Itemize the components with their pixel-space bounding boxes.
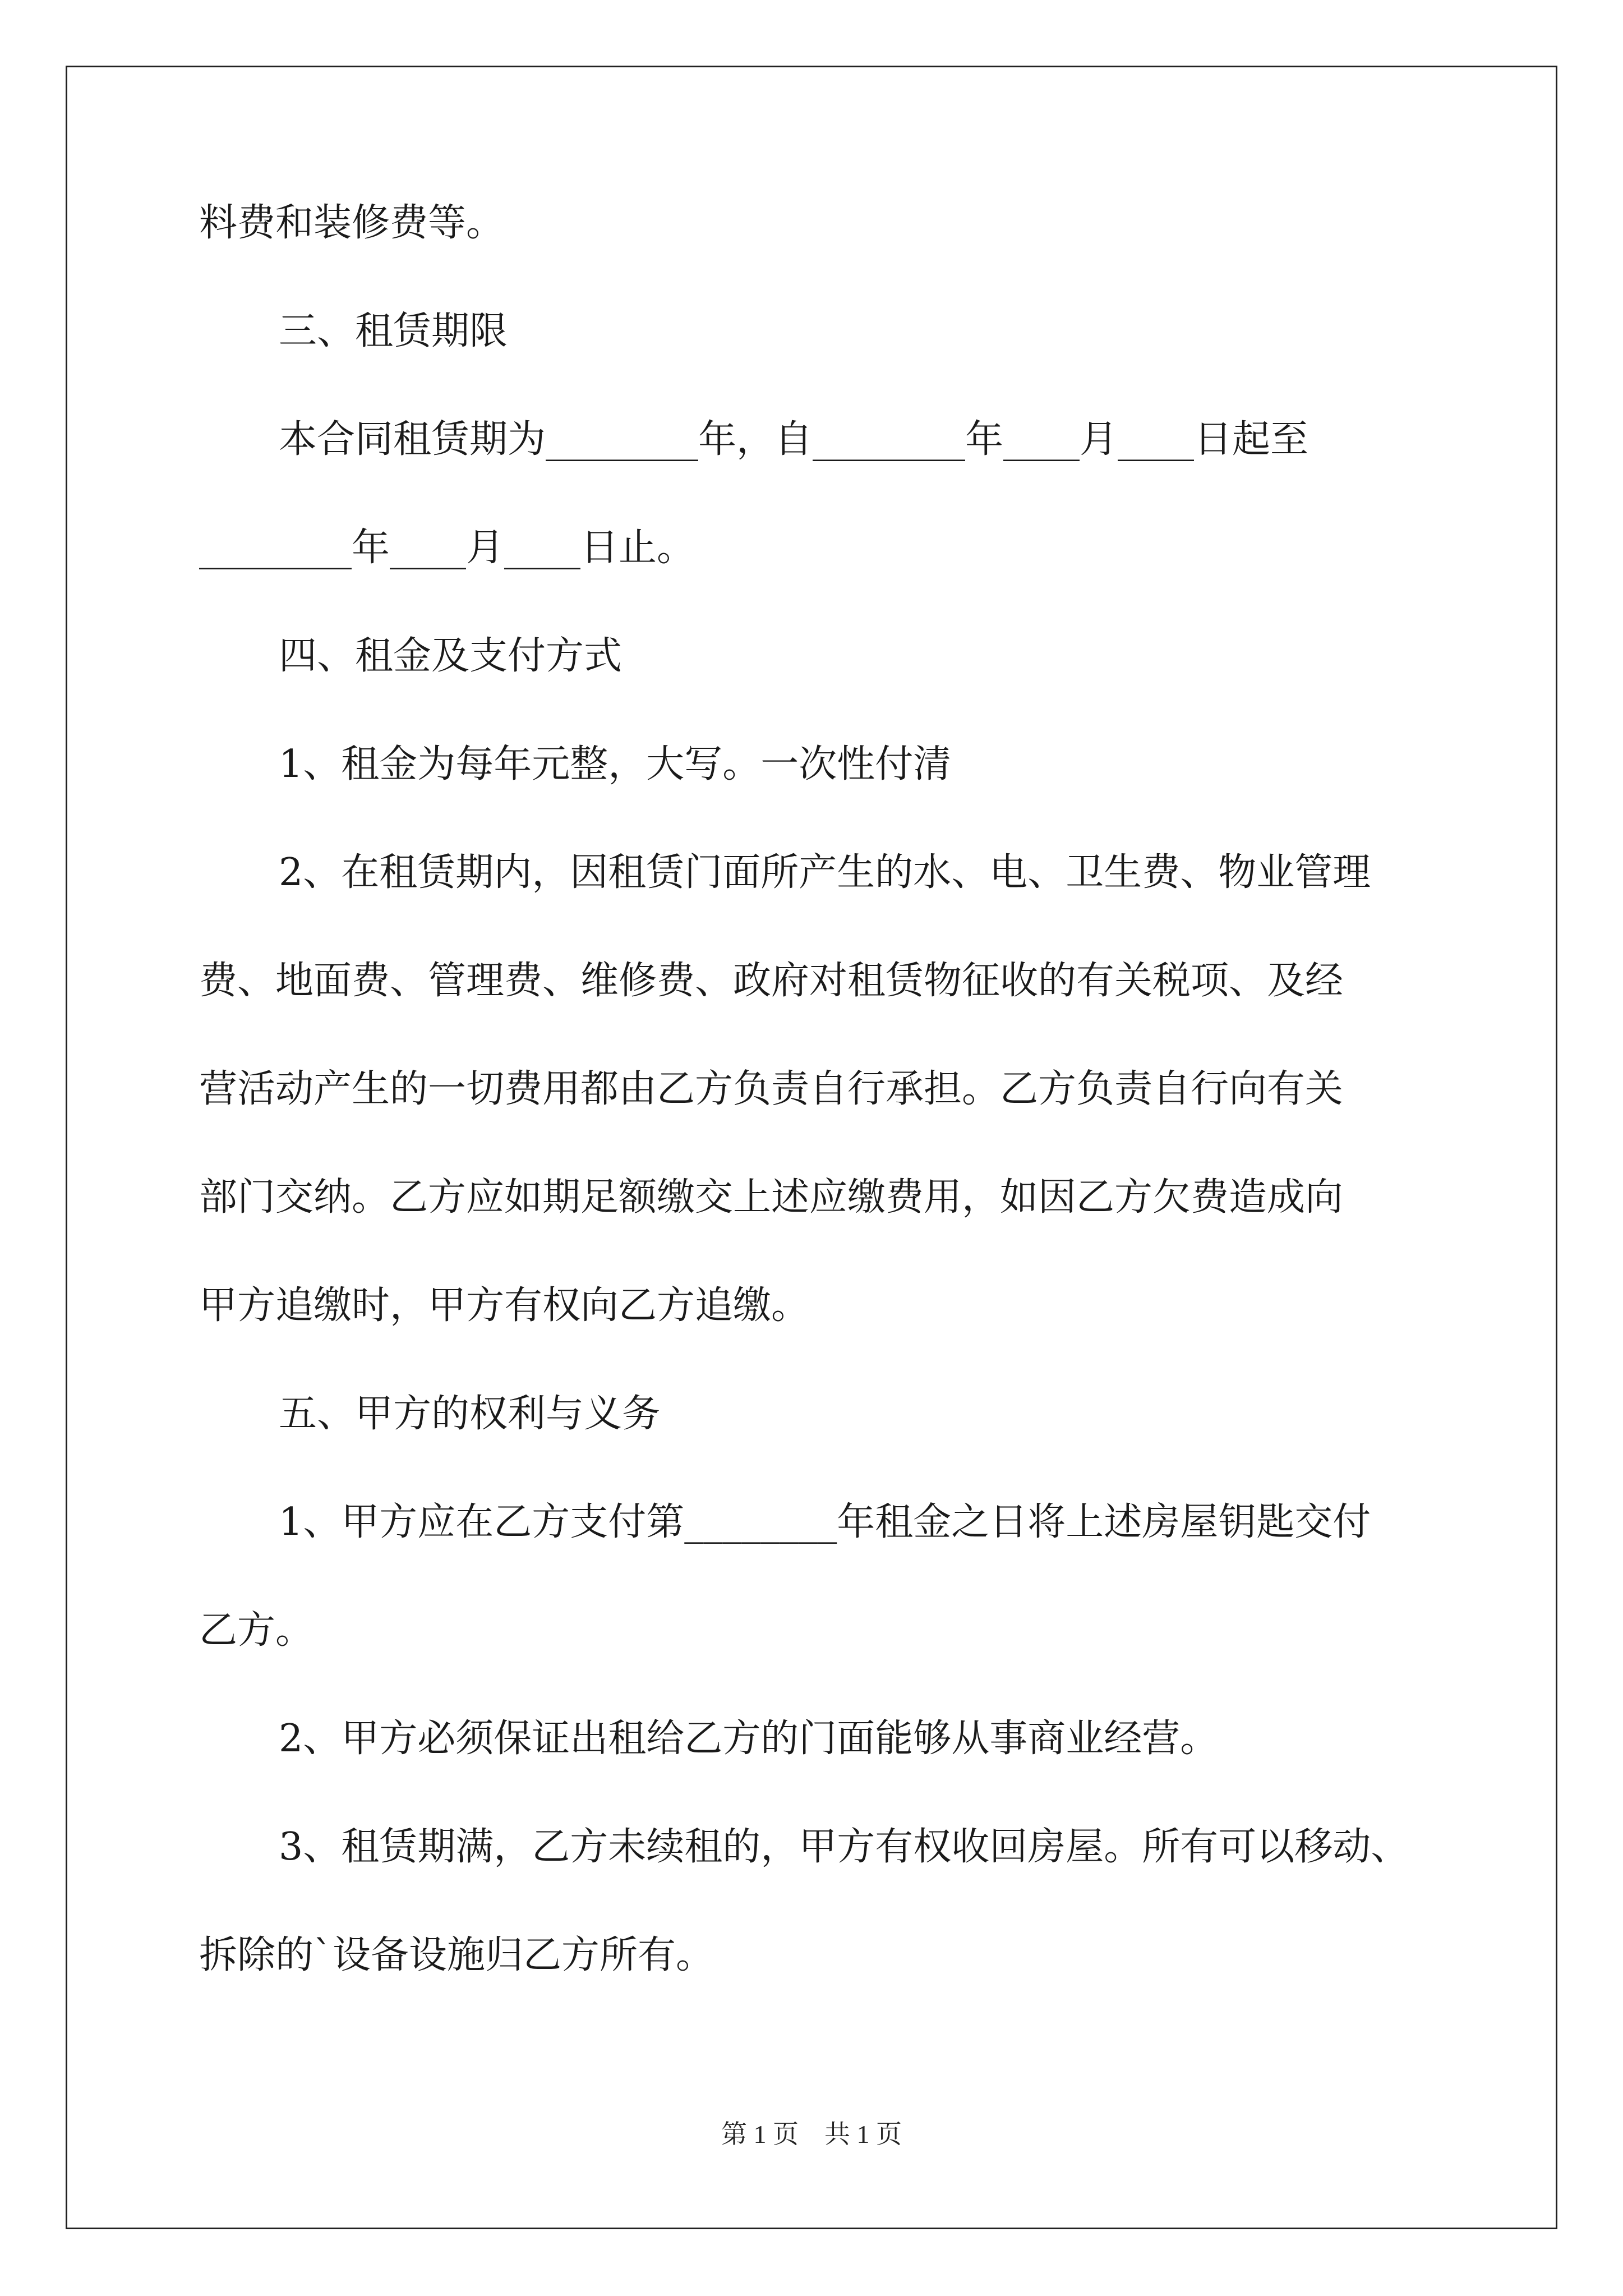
paragraph-line: 拆除的`设备设施归乙方所有。 xyxy=(199,1933,714,1977)
paragraph-line: 费、地面费、管理费、维修费、政府对租赁物征收的有关税项、及经 xyxy=(199,959,1344,1003)
paragraph-line: 3、租赁期满，乙方未续租的，甲方有权收回房屋。所有可以移动、 xyxy=(279,1825,1409,1869)
paragraph-line: 甲方追缴时，甲方有权向乙方追缴。 xyxy=(199,1283,810,1328)
section-heading: 五、甲方的权利与义务 xyxy=(279,1392,661,1436)
paragraph-line: 2、在租赁期内，因租赁门面所产生的水、电、卫生费、物业管理 xyxy=(279,850,1371,895)
paragraph-line: 料费和装修费等。 xyxy=(199,201,505,245)
paragraph-line: 部门交纳。乙方应如期足额缴交上述应缴费用，如因乙方欠费造成向 xyxy=(199,1175,1344,1220)
paragraph-line: ________年____月____日止。 xyxy=(199,526,695,570)
paragraph-line: 1、甲方应在乙方支付第________年租金之日将上述房屋钥匙交付 xyxy=(279,1500,1371,1544)
page-border xyxy=(66,66,1557,2229)
paragraph-line: 营活动产生的一切费用都由乙方负责自行承担。乙方负责自行向有关 xyxy=(199,1067,1344,1111)
paragraph-line: 本合同租赁期为________年，自________年____月____日起至 xyxy=(279,417,1309,462)
paragraph-line: 乙方。 xyxy=(199,1608,314,1653)
paragraph-line: 1、租金为每年元整，大写。一次性付清 xyxy=(279,742,952,786)
section-heading: 三、租赁期限 xyxy=(279,309,508,353)
section-heading: 四、租金及支付方式 xyxy=(279,634,623,678)
paragraph-line: 2、甲方必须保证出租给乙方的门面能够从事商业经营。 xyxy=(279,1717,1219,1761)
page-number-footer: 第 1 页 共 1 页 xyxy=(721,2120,902,2148)
